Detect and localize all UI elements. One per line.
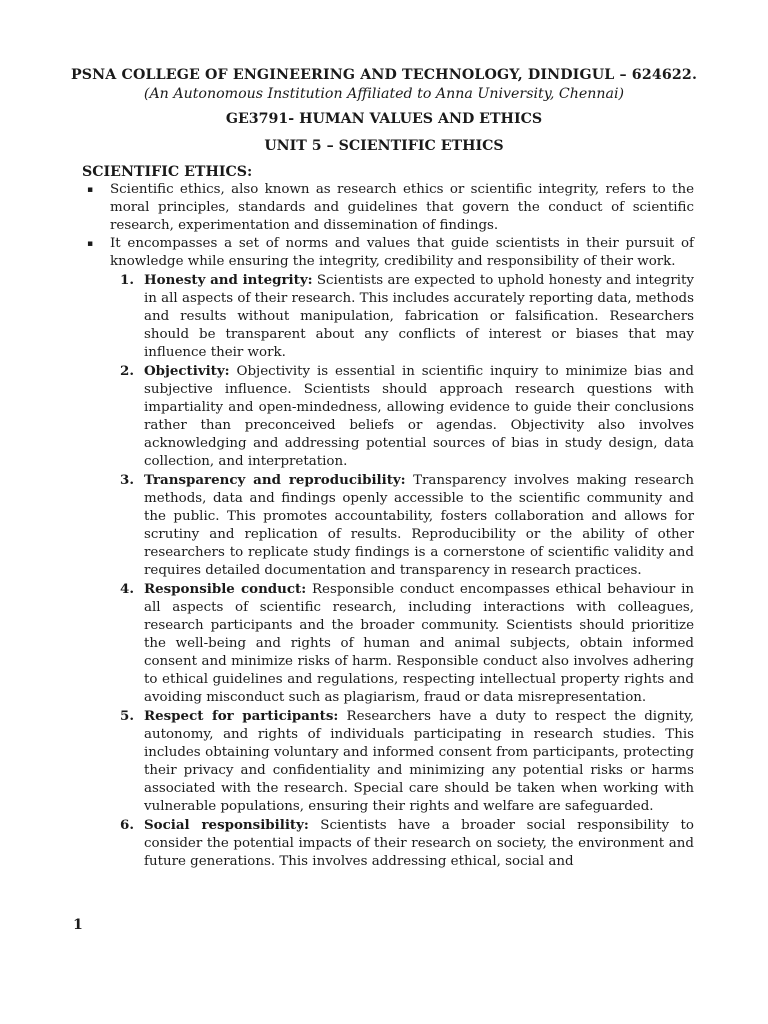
list-item bbox=[82, 580, 694, 707]
college-title: PSNA COLLEGE OF ENGINEERING AND TECHNOLOGY, DINDIGUL – 624622. bbox=[70, 67, 698, 83]
item-heading: Social responsibility: bbox=[144, 817, 309, 833]
list-item bbox=[82, 271, 694, 362]
list-item bbox=[82, 471, 694, 580]
affiliation-subtitle: (An Autonomous Institution Affiliated to Anna University, Chennai) bbox=[143, 86, 625, 102]
item-number: 2. bbox=[120, 363, 134, 379]
page-number: 1 bbox=[73, 917, 83, 933]
list-item bbox=[82, 707, 694, 816]
item-number: 3. bbox=[120, 472, 134, 488]
bullet-item bbox=[82, 235, 694, 271]
list-item bbox=[82, 362, 694, 471]
item-heading: Objectivity: bbox=[144, 363, 230, 379]
item-text: Objectivity is essential in scientific inquiry to minimize bias and subjective influence. Scientists should approach research questions with impartiality and open-mindedness, allowing evidence to guide their conclusions rather than preconceived beliefs or agendas. Objectivity also involves acknowledging and addressing potential sources of bias in study design, data collection, and interpretation. bbox=[144, 364, 694, 469]
item-text: Responsible conduct encompasses ethical behaviour in all aspects of scientific research, including interactions with colleagues, research participants and the broader community. Scientists should prioritize the well-being and rights of human and animal subjects, obtain informed consent and minimize risks of harm. Responsible conduct also involves adhering to ethical guidelines and regulations, respecting intellectual property rights and avoiding misconduct such as plagiarism, fraud or data misrepresentation. bbox=[144, 582, 694, 705]
item-text: Transparency involves making research methods, data and findings openly accessible to the scientific community and the public. This promotes accountability, fosters collaboration and allows for scrutiny and replication of results. Reproducibility or the ability of other researchers to replicate study findings is a cornerstone of scientific validity and requires detailed documentation and transparency in research practices. bbox=[144, 473, 694, 578]
numbered-list bbox=[82, 271, 694, 871]
item-text: Researchers have a duty to respect the dignity, autonomy, and rights of individuals participating in research studies. This includes obtaining voluntary and informed consent from participants, protecting their privacy and confidentiality and minimizing any potential risks or harms associated with the research. Special care should be taken when working with vulnerable populations, ensuring their rights and welfare are safeguarded. bbox=[144, 709, 694, 814]
item-heading: Transparency and reproducibility: bbox=[144, 472, 406, 488]
square-bullet-icon: ▪ bbox=[87, 239, 94, 249]
section-heading: SCIENTIFIC ETHICS: bbox=[82, 164, 253, 180]
section-body bbox=[82, 181, 694, 871]
list-item bbox=[82, 816, 694, 871]
item-heading: Responsible conduct: bbox=[144, 581, 307, 597]
square-bullet-icon: ▪ bbox=[87, 185, 94, 195]
bullet-item bbox=[82, 181, 694, 235]
item-heading: Honesty and integrity: bbox=[144, 272, 313, 288]
item-number: 6. bbox=[120, 817, 134, 833]
item-number: 4. bbox=[120, 581, 134, 597]
item-number: 1. bbox=[120, 272, 134, 288]
bullet-text: Scientific ethics, also known as research ethics or scientific integrity, refers to the moral principles, standards and guidelines that govern the conduct of scientific research, experimentation and dissemination of findings. bbox=[110, 182, 694, 233]
item-number: 5. bbox=[120, 708, 134, 724]
item-text: Scientists have a broader social responsibility to consider the potential impacts of their research on society, the environment and future generations. This involves addressing ethical, social and bbox=[144, 818, 694, 869]
unit-title: UNIT 5 – SCIENTIFIC ETHICS bbox=[264, 138, 504, 154]
course-title: GE3791- HUMAN VALUES AND ETHICS bbox=[225, 111, 543, 127]
item-text: Scientists are expected to uphold honesty and integrity in all aspects of their research. This includes accurately reporting data, methods and results without manipulation, fabrication or falsification. Researchers should be transparent about any conflicts of interest or biases that may influence their work. bbox=[144, 273, 694, 360]
item-heading: Respect for participants: bbox=[144, 708, 339, 724]
bullet-text: It encompasses a set of norms and values that guide scientists in their pursuit of knowledge while ensuring the integrity, credibility and responsibility of their work. bbox=[110, 236, 694, 269]
